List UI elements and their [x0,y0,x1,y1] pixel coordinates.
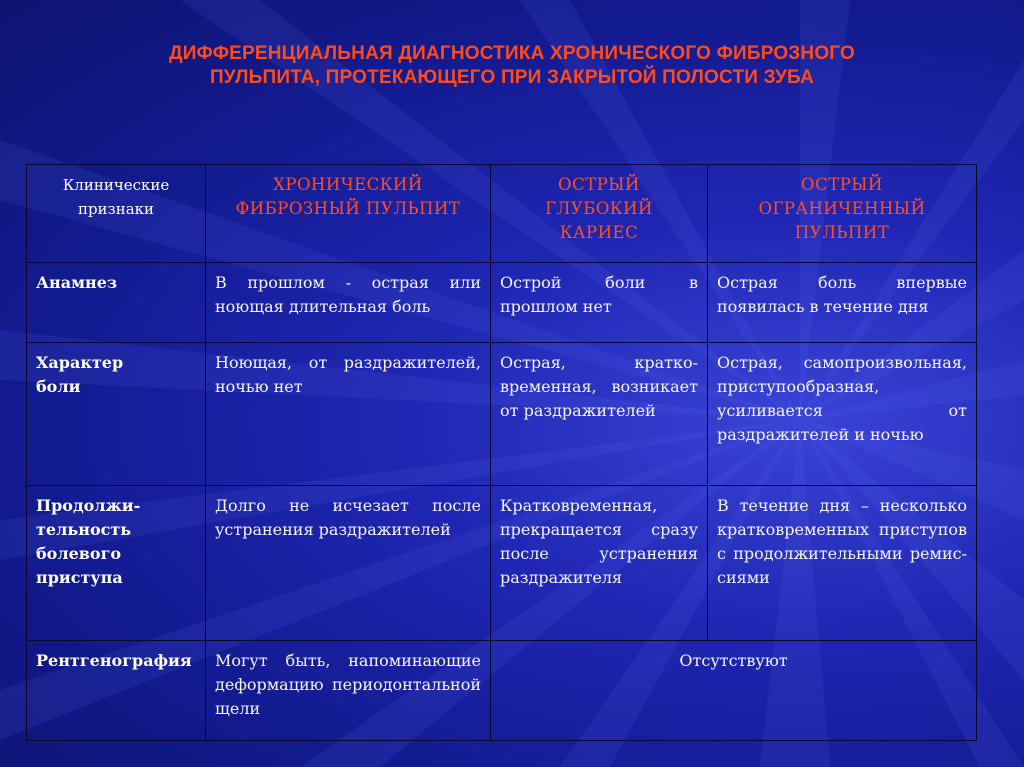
cell-duration-acute: В течение дня – несколько кратковременных приступов с продолжительными ремис-сиями [708,486,977,641]
table-row-duration [27,486,977,641]
header-acute-limited-pulpitis: ОСТРЫЙ ОГРАНИЧЕННЫЙ ПУЛЬПИТ [708,165,977,263]
cell-xray-chronic: Могут быть, напоминающие деформацию периодонтальной щели [206,641,491,741]
cell-xray-other: Отсутствуют [491,641,977,741]
row-label-anamnesis: Анамнез [27,263,206,343]
row-label-duration: Продолжи- тельность болевого приступа [27,486,206,641]
row-label-pain: Характер боли [27,343,206,486]
cell-anamnesis-chronic: В прошлом - острая или ноющая длительная боль [206,263,491,343]
table-row-xray [27,641,977,741]
cell-anamnesis-acute: Острая боль впервые появилась в течение дня [708,263,977,343]
diagnosis-table [26,164,977,741]
header-acute-deep-caries: ОСТРЫЙ ГЛУБОКИЙ КАРИЕС [491,165,708,263]
table-header-row [27,165,977,263]
cell-duration-chronic: Долго не исчезает после устранения раздражителей [206,486,491,641]
row-label-xray: Рентгенография [27,641,206,741]
cell-duration-caries: Кратковременная, прекращается сразу после устранения раздражителя [491,486,708,641]
cell-pain-acute: Острая, самопроизвольная, приступообразная, усиливается от раздражителей и ночью [708,343,977,486]
cell-pain-chronic: Ноющая, от раздражителей, ночью нет [206,343,491,486]
table-row-pain [27,343,977,486]
page-title [60,42,964,90]
title-line-1: ДИФФЕРЕНЦИАЛЬНАЯ ДИАГНОСТИКА ХРОНИЧЕСКОГО ФИБРОЗНОГО [168,43,856,64]
header-clinical-signs: Клинические признаки [27,165,206,263]
title-line-2: ПУЛЬПИТА, ПРОТЕКАЮЩЕГО ПРИ ЗАКРЫТОЙ ПОЛОСТИ ЗУБА [209,67,815,88]
table-row-anamnesis [27,263,977,343]
cell-pain-caries: Острая, кратко-временная, возникает от раздражителей [491,343,708,486]
cell-anamnesis-caries: Острой боли в прошлом нет [491,263,708,343]
header-chronic-fibrous-pulpitis: ХРОНИЧЕСКИЙ ФИБРОЗНЫЙ ПУЛЬПИТ [206,165,491,263]
